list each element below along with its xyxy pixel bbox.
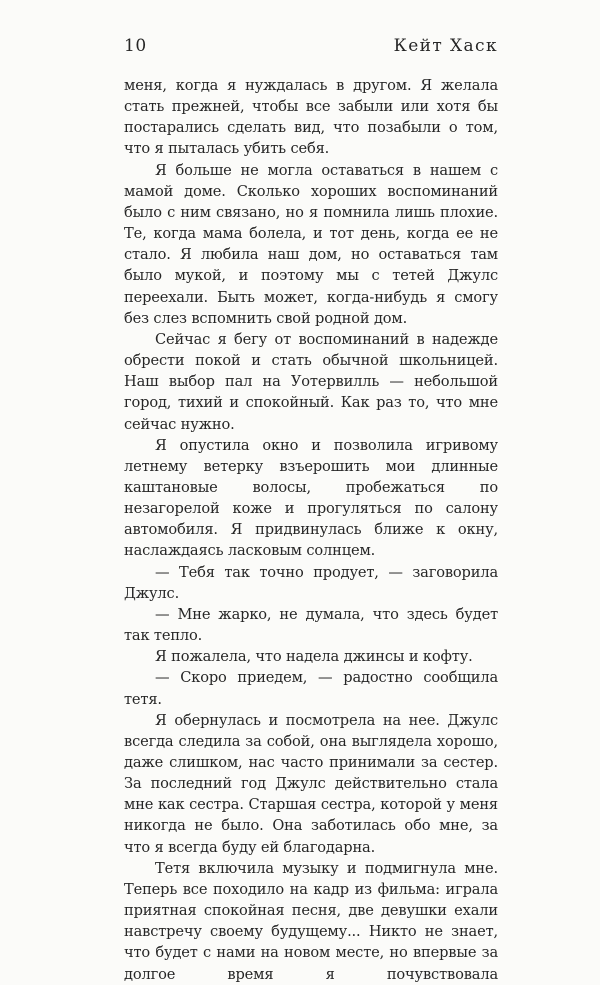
dialogue-line: — Тебя так точно продует, — заговорила Джулс.: [124, 563, 498, 602]
paragraph: Тетя включила музыку и подмигнула мне. Теперь все походило на кадр из фильма: играла приятная спокойная песня, две девушки ехали навстречу своему будущему... Никто не знает, что будет с нами на новом месте, но впервые за долгое время я почувствовала: [124, 859, 498, 983]
paragraph: Я пожалела, что надела джинсы и кофту.: [155, 648, 473, 666]
book-author: Кейт Хаск: [393, 36, 498, 56]
paragraph: Я опустила окно и позволила игривому летнему ветерку взъерошить мои длинные каштановые волосы, пробежаться по незагорелой коже и прогуляться по салону автомобиля. Я придвинулась ближе к окну, наслаждаясь ласковым солнцем.: [124, 436, 498, 560]
paragraph: Я больше не могла оставаться в нашем с мамой доме. Сколько хороших воспоминаний было с ним связано, но я помнила лишь плохие. Те, когда мама болела, и тот день, когда ее не стало. Я любила наш дом, но оставаться там было мукой, и поэтому мы с тетей Джулс переехали. Быть может, когда-нибудь я смогу без слез вспомнить свой родной дом.: [124, 161, 498, 327]
paragraph: Сейчас я бегу от воспоминаний в надежде обрести покой и стать обычной школьницей. Наш выбор пал на Уотервилль — небольшой город, тихий и спокойный. Как раз то, что мне сейчас нужно.: [124, 330, 498, 433]
paragraph: Я обернулась и посмотрела на нее. Джулс всегда следила за собой, она выглядела хорошо, даже слишком, нас часто принимали за сестер. За последний год Джулс действительно стала мне как сестра. Старшая сестра, которой у меня никогда не было. Она заботилась обо мне, за что я всегда буду ей благодарна.: [124, 711, 498, 856]
dialogue-line: — Мне жарко, не думала, что здесь будет так тепло.: [124, 605, 498, 645]
dialogue-line: — Скоро приедем, — радостно сообщила тетя.: [124, 669, 498, 708]
paragraph: меня, когда я нуждалась в другом. Я желала стать прежней, чтобы все забыли или хотя бы постарались сделать вид, что позабыли о том, что я пыталась убить себя.: [124, 77, 498, 158]
page-number: 10: [124, 36, 147, 56]
running-head: [124, 34, 498, 58]
body-text: [124, 75, 498, 985]
